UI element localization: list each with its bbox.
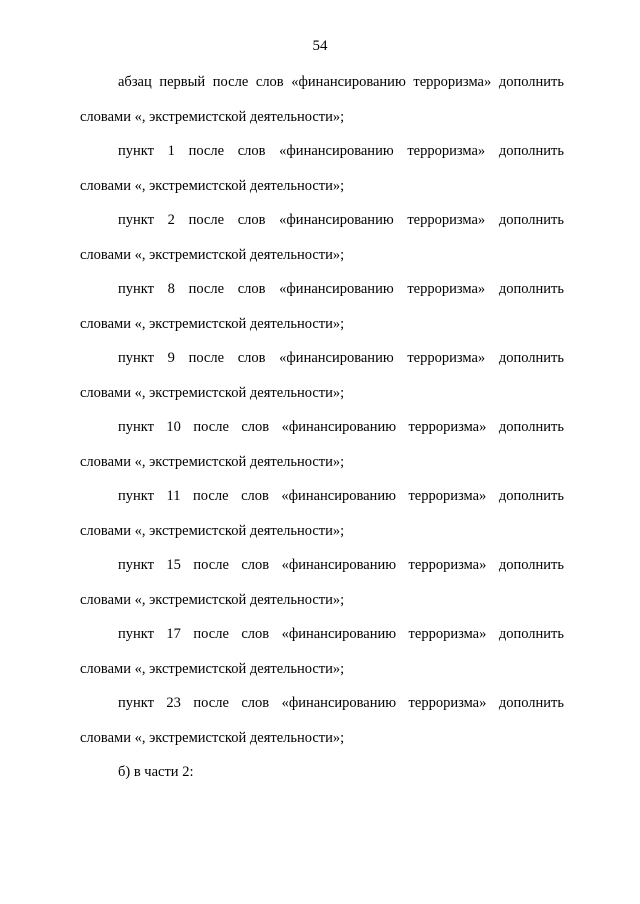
paragraph-7-second-line: словами «, экстремистской деятельности»; xyxy=(80,522,345,539)
paragraph-8-first-line: пункт 15 после слов «финансированию терроризма» дополнить xyxy=(118,557,564,573)
final-line: б) в части 2: xyxy=(118,764,194,780)
paragraph-10-second-line: словами «, экстремистской деятельности»; xyxy=(80,729,345,746)
paragraph-6-second-line: словами «, экстремистской деятельности»; xyxy=(80,453,345,470)
paragraph-1-second-line: словами «, экстремистской деятельности»; xyxy=(80,108,345,125)
page-number: 54 xyxy=(312,38,328,54)
paragraph-10-first-line: пункт 23 после слов «финансированию терроризма» дополнить xyxy=(118,695,564,711)
paragraph-8-second-line: словами «, экстремистской деятельности»; xyxy=(80,591,345,608)
paragraph-5-second-line: словами «, экстремистской деятельности»; xyxy=(80,384,345,401)
paragraph-7-first-line: пункт 11 после слов «финансированию терроризма» дополнить xyxy=(118,488,564,504)
paragraph-6-first-line: пункт 10 после слов «финансированию терроризма» дополнить xyxy=(118,419,564,435)
document-body xyxy=(80,72,564,797)
paragraph-2-second-line: словами «, экстремистской деятельности»; xyxy=(80,177,345,194)
paragraph-9-first-line: пункт 17 после слов «финансированию терроризма» дополнить xyxy=(118,626,564,642)
paragraph-4-second-line: словами «, экстремистской деятельности»; xyxy=(80,315,345,332)
paragraph-5-first-line: пункт 9 после слов «финансированию терроризма» дополнить xyxy=(118,350,564,366)
paragraph-3-first-line: пункт 2 после слов «финансированию терроризма» дополнить xyxy=(118,212,564,228)
paragraph-2-first-line: пункт 1 после слов «финансированию терроризма» дополнить xyxy=(118,143,564,159)
paragraph-1-first-line: абзац первый после слов «финансированию терроризма» дополнить xyxy=(118,74,564,90)
paragraph-9-second-line: словами «, экстремистской деятельности»; xyxy=(80,660,345,677)
paragraph-4-first-line: пункт 8 после слов «финансированию терроризма» дополнить xyxy=(118,281,564,297)
paragraph-3-second-line: словами «, экстремистской деятельности»; xyxy=(80,246,345,263)
